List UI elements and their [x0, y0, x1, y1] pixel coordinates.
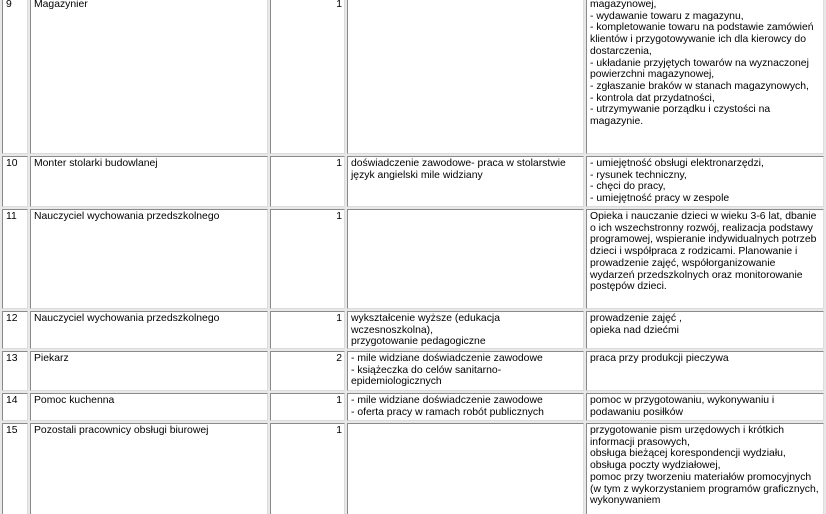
requirements-cell: - mile widziane doświadczenie zawodowe - książeczka do celów sanitarno-epidemiologicznych — [347, 351, 584, 391]
duties-cell: praca przy produkcji pieczywa — [586, 351, 824, 391]
count-cell: 1 — [270, 393, 345, 421]
requirements-cell: wykształcenie wyższe (edukacja wczesnoszkolna), przygotowanie pedagogiczne — [347, 311, 584, 349]
duties-cell: Opieka i nauczanie dzieci w wieku 3-6 lat, dbanie o ich wszechstronny rozwój, realizacja podstawy programowej, wspieranie indywidualnych potrzeb dzieci i współpraca z rodzicami. Planowanie i prowadzenie zajęć, współorganizowanie wydarzeń przedszkolnych oraz monitorowanie postępów dzieci. — [586, 209, 824, 309]
lp-cell: 14 — [2, 393, 28, 421]
duties-cell: przygotowanie pism urzędowych i krótkich informacji prasowych, obsługa bieżącej korespondencji wydziału, obsługa poczty wydziałowej, pomoc przy tworzeniu materiałów promocyjnych (w tym z wykorzystaniem programów graficznych, wykonywaniem — [586, 423, 824, 514]
position-cell: Pomoc kuchenna — [30, 393, 268, 421]
position-cell: Pozostali pracownicy obsługi biurowej — [30, 423, 268, 514]
lp-cell: 15 — [2, 423, 28, 514]
duties-cell: - umiejętność obsługi elektronarzędzi, - rysunek techniczny, - chęci do pracy, - umiejętność pracy w zespole — [586, 156, 824, 207]
count-cell: 1 — [270, 0, 345, 154]
position-cell: Piekarz — [30, 351, 268, 391]
count-cell: 1 — [270, 156, 345, 207]
lp-cell: 10 — [2, 156, 28, 207]
lp-cell: 13 — [2, 351, 28, 391]
requirements-cell: doświadczenie zawodowe- praca w stolarstwie język angielski mile widziany — [347, 156, 584, 207]
count-cell: 1 — [270, 311, 345, 349]
count-cell: 1 — [270, 423, 345, 514]
count-cell: 2 — [270, 351, 345, 391]
count-cell: 1 — [270, 209, 345, 309]
lp-cell: 9 — [2, 0, 28, 154]
requirements-cell — [347, 423, 584, 514]
position-cell: Nauczyciel wychowania przedszkolnego — [30, 311, 268, 349]
requirements-cell — [347, 209, 584, 309]
position-cell: Monter stolarki budowlanej — [30, 156, 268, 207]
position-cell: Nauczyciel wychowania przedszkolnego — [30, 209, 268, 309]
duties-cell: pomoc w przygotowaniu, wykonywaniu i podawaniu posiłków — [586, 393, 824, 421]
lp-cell: 11 — [2, 209, 28, 309]
lp-cell: 12 — [2, 311, 28, 349]
duties-cell: magazynowej, - wydawanie towaru z magazynu, - kompletowanie towaru na podstawie zamówień klientów i przygotowywanie ich dla kierowcy do dostarczenia, - układanie przyjętych towarów na wyznaczonej powierzchni magazynowej, - zgłaszanie braków w stanach magazynowych, - kontrola dat przydatności, - utrzymywanie porządku i czystości na magazynie. — [586, 0, 824, 154]
duties-cell: prowadzenie zajęć , opieka nad dziećmi — [586, 311, 824, 349]
requirements-cell: - mile widziane doświadczenie zawodowe - oferta pracy w ramach robót publicznych — [347, 393, 584, 421]
position-cell: Magazynier — [30, 0, 268, 154]
requirements-cell — [347, 0, 584, 154]
